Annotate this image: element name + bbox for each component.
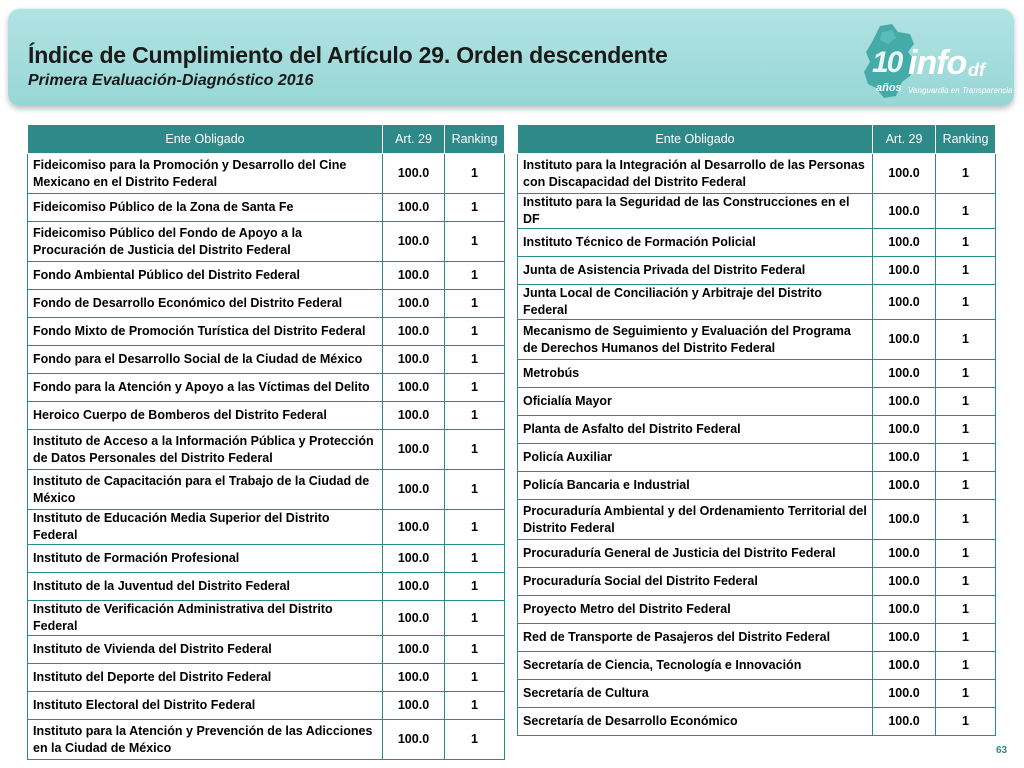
entity-name-cell: Instituto de la Juventud del Distrito Federal bbox=[28, 573, 383, 601]
table-header-row bbox=[28, 125, 505, 154]
ranking-cell: 1 bbox=[445, 545, 505, 573]
entity-name-cell: Fondo para la Atención y Apoyo a las Víctimas del Delito bbox=[28, 374, 383, 402]
table-row bbox=[518, 194, 996, 229]
art29-value-cell: 100.0 bbox=[383, 262, 445, 290]
entity-name-cell: Procuraduría General de Justicia del Distrito Federal bbox=[518, 540, 873, 568]
art29-value-cell: 100.0 bbox=[873, 540, 936, 568]
entity-name-cell: Fondo para el Desarrollo Social de la Ciudad de México bbox=[28, 346, 383, 374]
table-row bbox=[518, 652, 996, 680]
ranking-cell: 1 bbox=[445, 664, 505, 692]
art29-value-cell: 100.0 bbox=[383, 194, 445, 222]
art29-value-cell: 100.0 bbox=[873, 285, 936, 320]
entity-name-cell: Fondo de Desarrollo Económico del Distrito Federal bbox=[28, 290, 383, 318]
ranking-cell: 1 bbox=[936, 154, 996, 194]
column-header-ranking: Ranking bbox=[936, 125, 996, 154]
entity-name-cell: Instituto para la Seguridad de las Construcciones en el DF bbox=[518, 194, 873, 229]
table-row bbox=[518, 708, 996, 736]
logo-suffix: df bbox=[968, 60, 985, 80]
ranking-cell: 1 bbox=[936, 388, 996, 416]
entity-name-cell: Junta Local de Conciliación y Arbitraje del Distrito Federal bbox=[518, 285, 873, 320]
art29-value-cell: 100.0 bbox=[383, 664, 445, 692]
table-row bbox=[518, 416, 996, 444]
ranking-cell: 1 bbox=[445, 573, 505, 601]
entity-name-cell: Junta de Asistencia Privada del Distrito Federal bbox=[518, 257, 873, 285]
ranking-cell: 1 bbox=[936, 416, 996, 444]
art29-value-cell: 100.0 bbox=[873, 568, 936, 596]
entity-name-cell: Instituto Técnico de Formación Policial bbox=[518, 229, 873, 257]
entity-name-cell: Instituto de Acceso a la Información Pública y Protección de Datos Personales del Distrito Federal bbox=[28, 430, 383, 470]
entity-name-cell: Secretaría de Ciencia, Tecnología e Innovación bbox=[518, 652, 873, 680]
entity-name-cell: Red de Transporte de Pasajeros del Distrito Federal bbox=[518, 624, 873, 652]
table-row bbox=[28, 262, 505, 290]
table-row bbox=[28, 374, 505, 402]
table-row bbox=[28, 720, 505, 760]
ranking-cell: 1 bbox=[445, 290, 505, 318]
ranking-cell: 1 bbox=[445, 601, 505, 636]
compliance-table-right bbox=[517, 124, 996, 736]
art29-value-cell: 100.0 bbox=[383, 430, 445, 470]
art29-value-cell: 100.0 bbox=[383, 720, 445, 760]
ranking-cell: 1 bbox=[936, 444, 996, 472]
page-title: Índice de Cumplimiento del Artículo 29. Orden descendente bbox=[28, 42, 668, 68]
art29-value-cell: 100.0 bbox=[383, 470, 445, 510]
ranking-cell: 1 bbox=[445, 154, 505, 194]
table-row bbox=[518, 229, 996, 257]
entity-name-cell: Instituto de Capacitación para el Trabajo de la Ciudad de México bbox=[28, 470, 383, 510]
table-row bbox=[518, 320, 996, 360]
entity-name-cell: Planta de Asfalto del Distrito Federal bbox=[518, 416, 873, 444]
ranking-cell: 1 bbox=[445, 430, 505, 470]
entity-name-cell: Fondo Ambiental Público del Distrito Federal bbox=[28, 262, 383, 290]
table-row bbox=[28, 222, 505, 262]
ranking-cell: 1 bbox=[936, 360, 996, 388]
table-row bbox=[518, 388, 996, 416]
table-row bbox=[518, 285, 996, 320]
art29-value-cell: 100.0 bbox=[383, 510, 445, 545]
column-header-art29: Art. 29 bbox=[383, 125, 445, 154]
table-row bbox=[28, 573, 505, 601]
ranking-cell: 1 bbox=[936, 257, 996, 285]
ranking-cell: 1 bbox=[936, 500, 996, 540]
header-banner bbox=[8, 8, 1014, 106]
table-body-left bbox=[28, 154, 505, 760]
table-row bbox=[28, 510, 505, 545]
table-row bbox=[28, 346, 505, 374]
art29-value-cell: 100.0 bbox=[383, 402, 445, 430]
table-row bbox=[28, 692, 505, 720]
table-header-row bbox=[518, 125, 996, 154]
ranking-cell: 1 bbox=[445, 194, 505, 222]
table-row bbox=[28, 664, 505, 692]
entity-name-cell: Fideicomiso para la Promoción y Desarrollo del Cine Mexicano en el Distrito Federal bbox=[28, 154, 383, 194]
entity-name-cell: Proyecto Metro del Distrito Federal bbox=[518, 596, 873, 624]
entity-name-cell: Instituto de Formación Profesional bbox=[28, 545, 383, 573]
entity-name-cell: Procuraduría Ambiental y del Ordenamiento Territorial del Distrito Federal bbox=[518, 500, 873, 540]
art29-value-cell: 100.0 bbox=[873, 229, 936, 257]
ranking-cell: 1 bbox=[936, 568, 996, 596]
art29-value-cell: 100.0 bbox=[873, 652, 936, 680]
table-row bbox=[518, 500, 996, 540]
art29-value-cell: 100.0 bbox=[873, 194, 936, 229]
infodf-logo bbox=[858, 22, 1013, 102]
ranking-cell: 1 bbox=[445, 692, 505, 720]
table-row bbox=[28, 470, 505, 510]
art29-value-cell: 100.0 bbox=[873, 500, 936, 540]
art29-value-cell: 100.0 bbox=[873, 388, 936, 416]
ranking-cell: 1 bbox=[936, 652, 996, 680]
art29-value-cell: 100.0 bbox=[873, 320, 936, 360]
column-header-art29: Art. 29 bbox=[873, 125, 936, 154]
table-row bbox=[28, 402, 505, 430]
ranking-cell: 1 bbox=[936, 540, 996, 568]
entity-name-cell: Procuraduría Social del Distrito Federal bbox=[518, 568, 873, 596]
art29-value-cell: 100.0 bbox=[383, 346, 445, 374]
art29-value-cell: 100.0 bbox=[383, 318, 445, 346]
art29-value-cell: 100.0 bbox=[383, 601, 445, 636]
art29-value-cell: 100.0 bbox=[383, 222, 445, 262]
entity-name-cell: Secretaría de Cultura bbox=[518, 680, 873, 708]
art29-value-cell: 100.0 bbox=[873, 257, 936, 285]
logo-tagline: Vanguardia en Transparencia bbox=[908, 86, 1013, 95]
column-header-ranking: Ranking bbox=[445, 125, 505, 154]
table-row bbox=[28, 318, 505, 346]
ranking-cell: 1 bbox=[445, 402, 505, 430]
art29-value-cell: 100.0 bbox=[873, 708, 936, 736]
logo-number: 10 bbox=[872, 46, 902, 79]
ranking-cell: 1 bbox=[936, 680, 996, 708]
ranking-cell: 1 bbox=[936, 624, 996, 652]
entity-name-cell: Instituto del Deporte del Distrito Federal bbox=[28, 664, 383, 692]
ranking-cell: 1 bbox=[936, 320, 996, 360]
table-row bbox=[28, 194, 505, 222]
ranking-cell: 1 bbox=[445, 720, 505, 760]
entity-name-cell: Instituto de Verificación Administrativa del Distrito Federal bbox=[28, 601, 383, 636]
table-row bbox=[518, 596, 996, 624]
entity-name-cell: Instituto para la Atención y Prevención de las Adicciones en la Ciudad de México bbox=[28, 720, 383, 760]
art29-value-cell: 100.0 bbox=[873, 154, 936, 194]
entity-name-cell: Instituto para la Integración al Desarrollo de las Personas con Discapacidad del Distrito Federal bbox=[518, 154, 873, 194]
entity-name-cell: Heroico Cuerpo de Bomberos del Distrito Federal bbox=[28, 402, 383, 430]
art29-value-cell: 100.0 bbox=[383, 573, 445, 601]
logo-brand: info bbox=[908, 44, 967, 82]
table-row bbox=[518, 444, 996, 472]
art29-value-cell: 100.0 bbox=[873, 472, 936, 500]
table-row bbox=[518, 568, 996, 596]
table-row bbox=[28, 601, 505, 636]
entity-name-cell: Fondo Mixto de Promoción Turística del Distrito Federal bbox=[28, 318, 383, 346]
table-row bbox=[28, 430, 505, 470]
art29-value-cell: 100.0 bbox=[873, 416, 936, 444]
entity-name-cell: Fideicomiso Público del Fondo de Apoyo a la Procuración de Justicia del Distrito Federal bbox=[28, 222, 383, 262]
table-row bbox=[518, 680, 996, 708]
entity-name-cell: Instituto de Vivienda del Distrito Federal bbox=[28, 636, 383, 664]
entity-name-cell: Mecanismo de Seguimiento y Evaluación del Programa de Derechos Humanos del Distrito Federal bbox=[518, 320, 873, 360]
entity-name-cell: Fideicomiso Público de la Zona de Santa Fe bbox=[28, 194, 383, 222]
ranking-cell: 1 bbox=[445, 262, 505, 290]
compliance-table-left bbox=[27, 124, 505, 760]
art29-value-cell: 100.0 bbox=[383, 154, 445, 194]
page-subtitle: Primera Evaluación-Diagnóstico 2016 bbox=[28, 72, 314, 89]
logo-years: años bbox=[876, 82, 902, 94]
ranking-cell: 1 bbox=[936, 472, 996, 500]
ranking-cell: 1 bbox=[936, 285, 996, 320]
art29-value-cell: 100.0 bbox=[873, 596, 936, 624]
column-header-entity: Ente Obligado bbox=[28, 125, 383, 154]
art29-value-cell: 100.0 bbox=[873, 360, 936, 388]
art29-value-cell: 100.0 bbox=[383, 692, 445, 720]
table-row bbox=[518, 540, 996, 568]
table-row bbox=[518, 257, 996, 285]
table-row bbox=[28, 545, 505, 573]
table-row bbox=[28, 290, 505, 318]
ranking-cell: 1 bbox=[936, 596, 996, 624]
entity-name-cell: Oficialía Mayor bbox=[518, 388, 873, 416]
art29-value-cell: 100.0 bbox=[873, 680, 936, 708]
ranking-cell: 1 bbox=[445, 636, 505, 664]
ranking-cell: 1 bbox=[445, 318, 505, 346]
entity-name-cell: Instituto de Educación Media Superior del Distrito Federal bbox=[28, 510, 383, 545]
entity-name-cell: Secretaría de Desarrollo Económico bbox=[518, 708, 873, 736]
entity-name-cell: Metrobús bbox=[518, 360, 873, 388]
page-number: 63 bbox=[996, 745, 1008, 756]
table-row bbox=[518, 154, 996, 194]
entity-name-cell: Policía Bancaria e Industrial bbox=[518, 472, 873, 500]
ranking-cell: 1 bbox=[936, 229, 996, 257]
art29-value-cell: 100.0 bbox=[383, 545, 445, 573]
ranking-cell: 1 bbox=[936, 194, 996, 229]
table-row bbox=[28, 636, 505, 664]
art29-value-cell: 100.0 bbox=[873, 624, 936, 652]
ranking-cell: 1 bbox=[445, 374, 505, 402]
art29-value-cell: 100.0 bbox=[873, 444, 936, 472]
table-body-right bbox=[518, 154, 996, 736]
art29-value-cell: 100.0 bbox=[383, 636, 445, 664]
ranking-cell: 1 bbox=[445, 470, 505, 510]
table-row bbox=[518, 624, 996, 652]
column-header-entity: Ente Obligado bbox=[518, 125, 873, 154]
ranking-cell: 1 bbox=[445, 222, 505, 262]
table-row bbox=[518, 360, 996, 388]
table-row bbox=[518, 472, 996, 500]
ranking-cell: 1 bbox=[936, 708, 996, 736]
entity-name-cell: Instituto Electoral del Distrito Federal bbox=[28, 692, 383, 720]
entity-name-cell: Policía Auxiliar bbox=[518, 444, 873, 472]
ranking-cell: 1 bbox=[445, 346, 505, 374]
ranking-cell: 1 bbox=[445, 510, 505, 545]
art29-value-cell: 100.0 bbox=[383, 290, 445, 318]
table-row bbox=[28, 154, 505, 194]
art29-value-cell: 100.0 bbox=[383, 374, 445, 402]
